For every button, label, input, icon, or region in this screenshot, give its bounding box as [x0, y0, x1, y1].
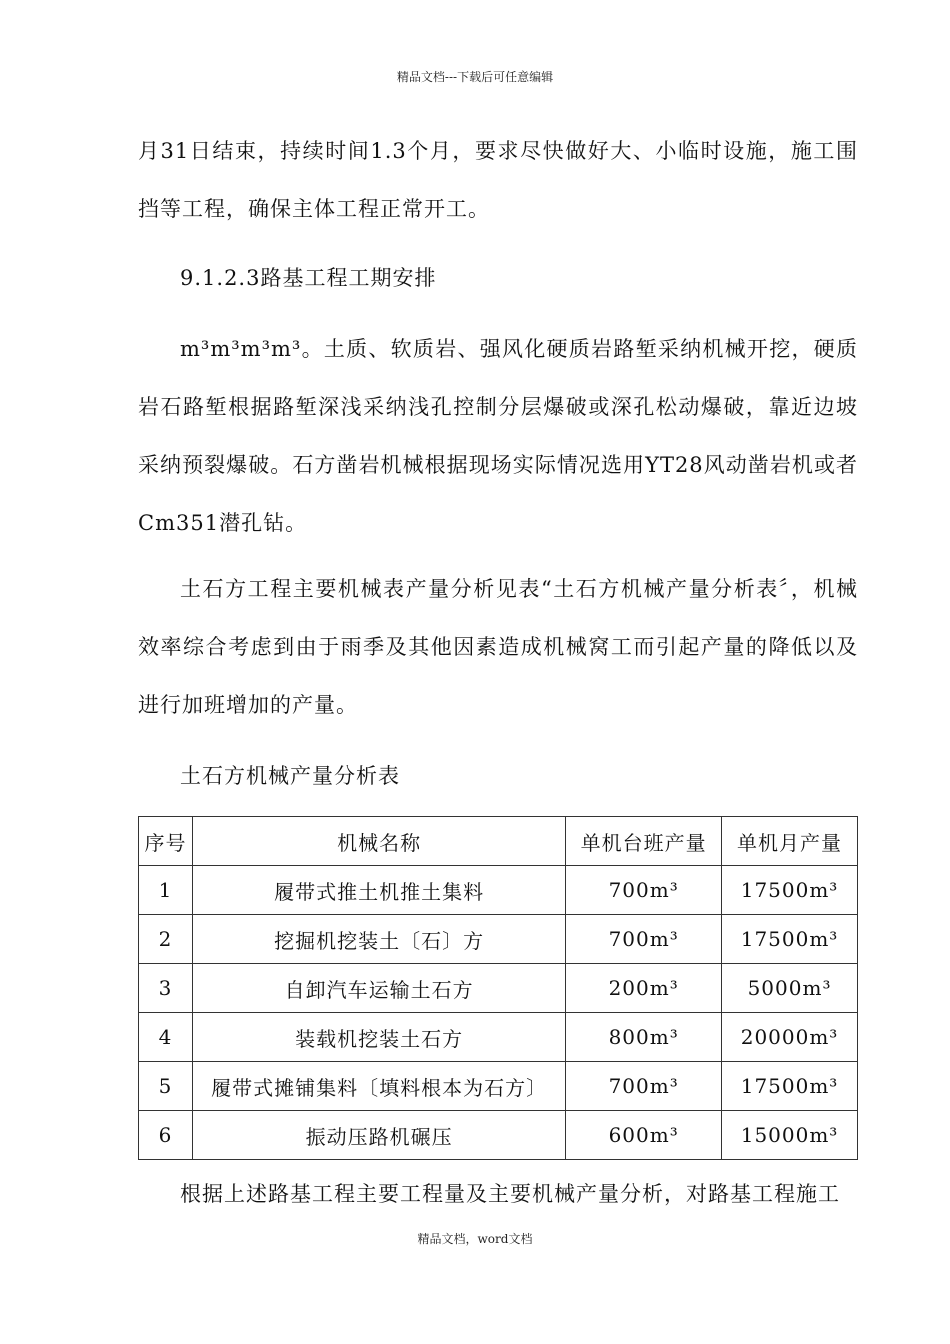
- table-cell: 700m³: [566, 866, 722, 915]
- table-title: 土石方机械产量分析表: [180, 764, 400, 788]
- table-cell: 700m³: [566, 1062, 722, 1111]
- table-cell: 4: [139, 1013, 193, 1062]
- table-cell: 装载机挖装土石方: [192, 1013, 565, 1062]
- paragraph-conclusion: 根据上述路基工程主要工程量及主要机械产量分析，对路基工程施工: [180, 1182, 840, 1206]
- table-cell: 17500m³: [722, 866, 858, 915]
- table-cell: 700m³: [566, 915, 722, 964]
- table-row: [139, 1013, 858, 1062]
- table-cell: 3: [139, 964, 193, 1013]
- paragraph-machinery-analysis: 土石方工程主要机械表产量分析见表“土石方机械产量分析表〞，机械效率综合考虑到由于雨季及其他因素造成机械窝工而引起产量的降低以及进行加班增加的产量。: [138, 577, 858, 717]
- table-cell: 17500m³: [722, 1062, 858, 1111]
- table-cell: 800m³: [566, 1013, 722, 1062]
- table-cell: 履带式摊铺集料〔填料根本为石方〕: [192, 1062, 565, 1111]
- header-cell: 单机月产量: [722, 817, 858, 866]
- table-cell: 5: [139, 1062, 193, 1111]
- table-cell: 挖掘机挖装土〔石〕方: [192, 915, 565, 964]
- table-cell: 200m³: [566, 964, 722, 1013]
- table-cell: 1: [139, 866, 193, 915]
- table-cell: 600m³: [566, 1111, 722, 1160]
- header-cell: 序号: [139, 817, 193, 866]
- header-cell: 单机台班产量: [566, 817, 722, 866]
- table-cell: 5000m³: [722, 964, 858, 1013]
- header-cell: 机械名称: [192, 817, 565, 866]
- table-cell: 20000m³: [722, 1013, 858, 1062]
- page-footer: 精品文档，word文档: [417, 1232, 533, 1246]
- table-cell: 6: [139, 1111, 193, 1160]
- table-row: [139, 866, 858, 915]
- table-row: [139, 1062, 858, 1111]
- table-cell: 振动压路机碾压: [192, 1111, 565, 1160]
- table-header-row: [139, 817, 858, 866]
- table-row: [139, 915, 858, 964]
- table-row: [139, 1111, 858, 1160]
- table-cell: 17500m³: [722, 915, 858, 964]
- table-cell: 15000m³: [722, 1111, 858, 1160]
- paragraph-schedule-end: 月31日结束，持续时间1.3个月，要求尽快做好大、小临时设施，施工围挡等工程，确保主体工程正常开工。: [138, 139, 858, 221]
- paragraph-excavation: m³m³m³m³。土质、软质岩、强风化硬质岩路堑采纳机械开挖，硬质岩石路堑根据路堑深浅采纳浅孔控制分层爆破或深孔松动爆破，靠近边坡采纳预裂爆破。石方凿岩机械根据现场实际情况选用YT28风动凿岩机或者Cm351潜孔钻。: [138, 337, 858, 535]
- table-cell: 履带式推土机推土集料: [192, 866, 565, 915]
- machinery-output-table: [138, 816, 858, 1160]
- page-header: 精品文档---下载后可任意编辑: [396, 70, 554, 84]
- table-row: [139, 964, 858, 1013]
- table-cell: 自卸汽车运输土石方: [192, 964, 565, 1013]
- section-heading: 9.1.2.3路基工程工期安排: [180, 266, 437, 290]
- table-cell: 2: [139, 915, 193, 964]
